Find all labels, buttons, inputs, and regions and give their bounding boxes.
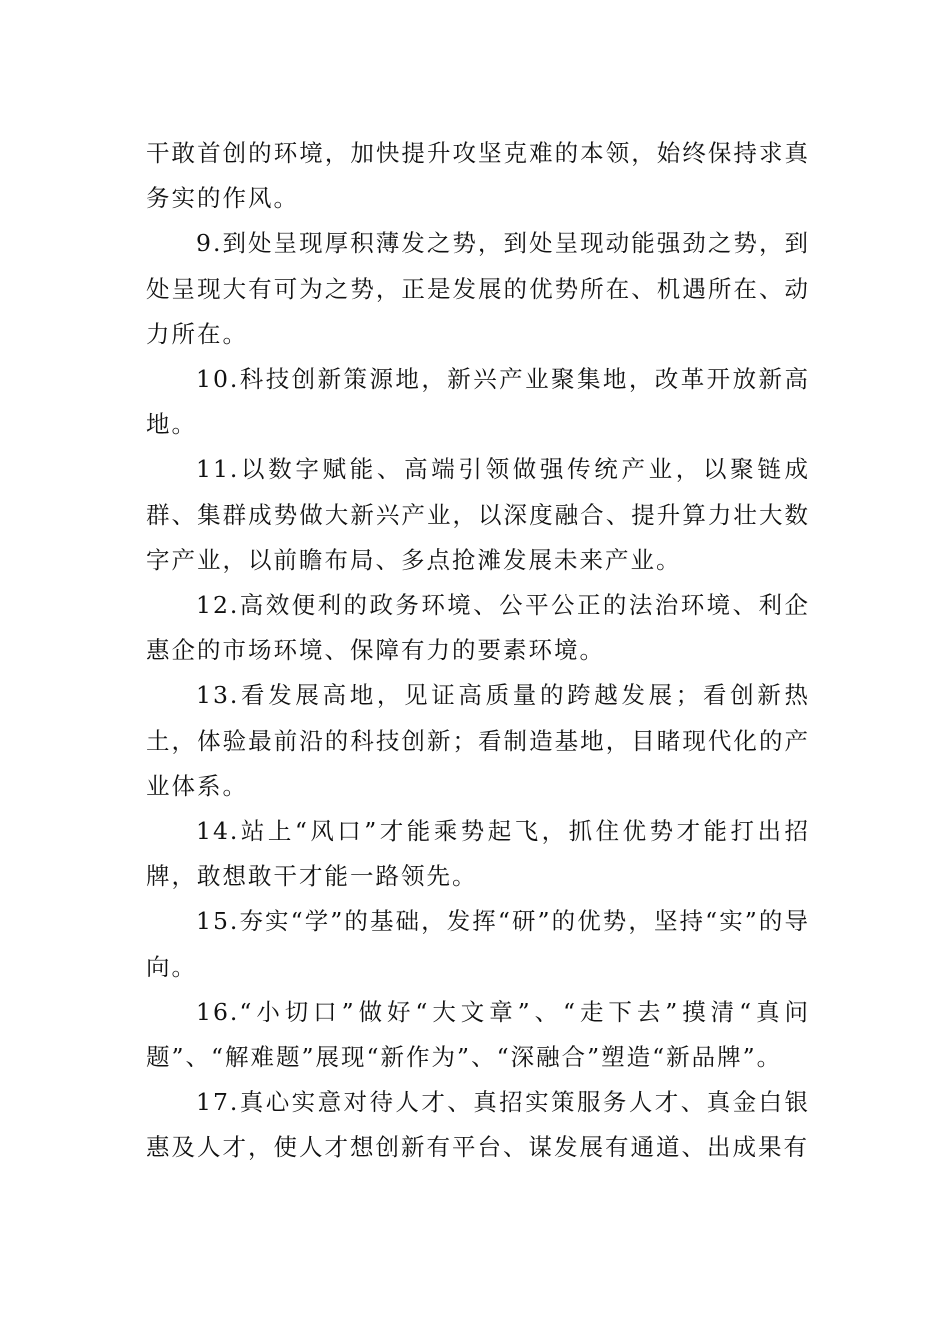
- paragraph: 14.站上“风口”才能乘势起飞，抓住优势才能打出招牌，敢想敢干才能一路领先。: [146, 817, 810, 891]
- paragraph: 9.到处呈现厚积薄发之势，到处呈现动能强劲之势，到处呈现大有可为之势，正是发展的优势所在、机遇所在、动力所在。: [146, 229, 810, 348]
- paragraph: 15.夯实“学”的基础，发挥“研”的优势，坚持“实”的导向。: [146, 907, 810, 981]
- paragraph: 10.科技创新策源地，新兴产业聚集地，改革开放新高地。: [146, 365, 810, 439]
- paragraph: 12.高效便利的政务环境、公平公正的法治环境、利企惠企的市场环境、保障有力的要素环境。: [146, 591, 810, 665]
- paragraph: 16.“小切口”做好“大文章”、“走下去”摸清“真问题”、“解难题”展现“新作为”、“深融合”塑造“新品牌”。: [146, 997, 810, 1072]
- paragraph: 13.看发展高地，见证高质量的跨越发展；看创新热土，体验最前沿的科技创新；看制造基地，目睹现代化的产业体系。: [146, 681, 810, 800]
- document-body: [146, 131, 810, 1171]
- paragraph: 干敢首创的环境，加快提升攻坚克难的本领，始终保持求真务实的作风。: [146, 139, 810, 213]
- paragraph: 17.真心实意对待人才、真招实策服务人才、真金白银惠及人才，使人才想创新有平台、谋发展有通道、出成果有: [146, 1088, 810, 1162]
- paragraph: 11.以数字赋能、高端引领做强传统产业，以聚链成群、集群成势做大新兴产业，以深度融合、提升算力壮大数字产业，以前瞻布局、多点抢滩发展未来产业。: [146, 455, 810, 574]
